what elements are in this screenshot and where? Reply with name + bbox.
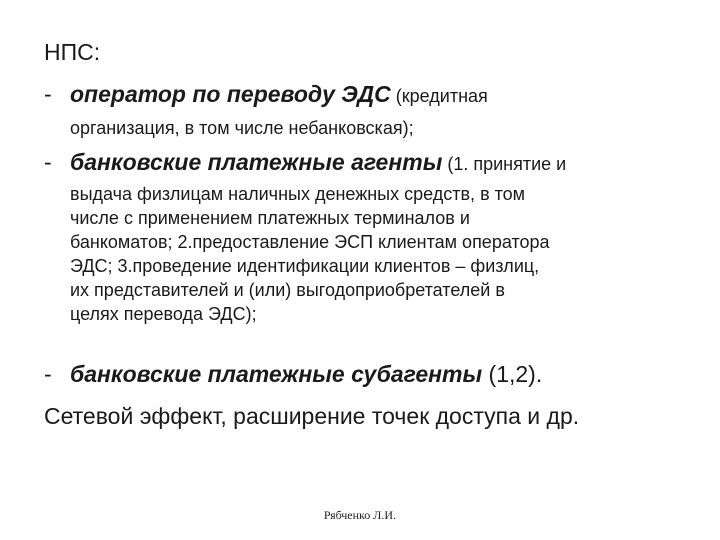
bullet-lead-text: (1,2). bbox=[482, 361, 543, 387]
footer-author: Рябченко Л.И. bbox=[323, 508, 397, 522]
bullet-payment-subagents bbox=[44, 360, 684, 388]
bullet-operator bbox=[44, 80, 684, 140]
bullet-first-line bbox=[44, 80, 684, 110]
bullet-dash: - bbox=[44, 81, 52, 107]
bullet-first-line bbox=[44, 360, 684, 388]
bullet-term: банковские платежные субагенты bbox=[70, 361, 483, 387]
summary-text: Сетевой эффект, расширение точек доступа и др. bbox=[44, 403, 580, 429]
bullet-term: оператор по переводу ЭДС bbox=[70, 81, 391, 107]
bullet-lead-text: (1. принятие и bbox=[442, 154, 567, 174]
bullet-dash: - bbox=[44, 149, 52, 175]
slide-heading: НПС: bbox=[44, 39, 101, 65]
bullet-first-line bbox=[44, 148, 684, 178]
bullet-dash: - bbox=[44, 361, 52, 387]
bullet-continuation: выдача физлицам наличных денежных средств, в том числе с применением платежных терминалов и банкоматов; 2.предоставление ЭСП клиентам оператора ЭДС; 3.проведение идентификации клиентов – физлиц, их представителей и (или) выгодоприобретателей в целях перевода ЭДС); bbox=[70, 184, 550, 324]
bullet-lead-text: (кредитная bbox=[390, 86, 488, 106]
bullet-continuation: организация, в том числе небанковская); bbox=[70, 118, 414, 138]
bullet-term: банковские платежные агенты bbox=[70, 149, 443, 175]
bullet-payment-agents bbox=[44, 148, 684, 326]
